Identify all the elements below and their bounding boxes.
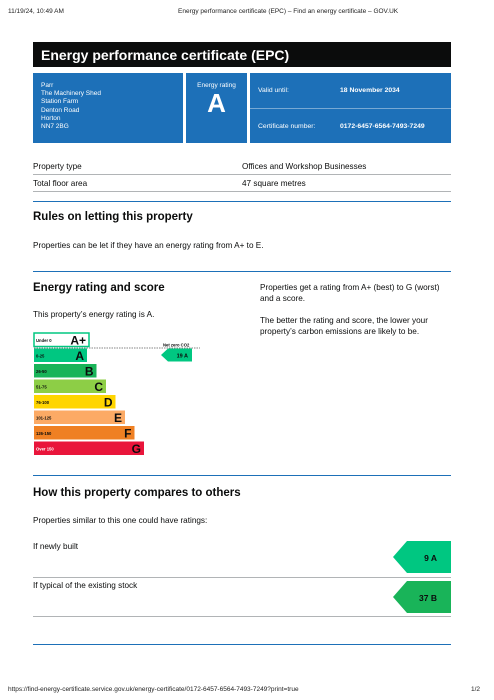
rating-band-range: 0-25 xyxy=(36,353,45,359)
section-divider xyxy=(33,644,451,645)
newly-built-rating-arrow xyxy=(393,541,451,573)
rating-band-letter: B xyxy=(84,364,94,379)
rating-band-letter: D xyxy=(103,395,113,410)
energy-rating-box xyxy=(186,73,247,143)
section-divider xyxy=(33,201,451,202)
rating-band-letter: A xyxy=(75,348,84,363)
energy-heading: Energy rating and score xyxy=(33,282,165,294)
address-line: The Machinery Shed xyxy=(41,90,101,98)
address-line: Station Farm xyxy=(41,98,79,106)
rating-band-range: Over 150 xyxy=(36,446,54,452)
print-header xyxy=(8,8,486,15)
section-divider xyxy=(33,271,451,272)
row-divider xyxy=(33,577,451,578)
typical-stock-rating: 37 B xyxy=(419,593,437,603)
address-line: Parr xyxy=(41,82,54,89)
certificate-number-label: Certificate number: xyxy=(258,122,316,130)
typical-stock-rating-arrow xyxy=(393,581,451,613)
address-line: Horton xyxy=(41,114,61,122)
rating-band-range: 26-50 xyxy=(36,368,47,374)
rating-band-letter: F xyxy=(124,426,132,441)
rating-explanation-1: Properties get a rating from A+ (best) to G (worst) and a score. xyxy=(260,283,440,303)
section-divider xyxy=(33,475,451,476)
rating-band-range: Under 0 xyxy=(36,337,52,343)
typical-stock-label: If typical of the existing stock xyxy=(33,581,138,590)
address-line: NN7 2BG xyxy=(41,123,69,131)
property-type-label: Property type xyxy=(33,161,82,171)
property-details-table xyxy=(33,158,451,192)
newly-built-rating: 9 A xyxy=(424,553,437,563)
this-rating-text: This property’s energy rating is A. xyxy=(33,310,155,319)
current-rating-label: 19 A xyxy=(176,353,188,360)
compare-heading: How this property compares to others xyxy=(33,487,241,499)
newly-built-label: If newly built xyxy=(33,542,79,551)
print-datetime: 11/19/24, 10:49 AM xyxy=(8,8,64,15)
floor-area-label: Total floor area xyxy=(33,178,88,188)
row-divider xyxy=(33,616,451,617)
energy-rating-label: Energy rating xyxy=(197,82,236,89)
valid-until-value: 18 November 2034 xyxy=(340,87,400,94)
table-row xyxy=(33,175,451,192)
print-footer xyxy=(8,686,480,693)
compare-intro: Properties similar to this one could have ratings: xyxy=(33,516,208,525)
energy-rating-value: A xyxy=(207,88,226,118)
rating-explanation-2: The better the rating and score, the lower your property’s carbon emissions are likely to be. xyxy=(260,316,428,336)
rating-band-range: 76-100 xyxy=(36,399,50,405)
rating-band-range: 126-150 xyxy=(36,430,52,436)
address-line: Denton Road xyxy=(41,106,80,114)
certificate-number-value: 0172-6457-6564-7493-7249 xyxy=(340,122,425,130)
table-row xyxy=(33,158,451,175)
rating-band-range: 101-125 xyxy=(36,415,52,421)
certificate-summary xyxy=(33,73,451,143)
rating-band-range: 51-75 xyxy=(36,384,47,390)
floor-area-value: 47 square metres xyxy=(242,178,306,188)
page-number: 1/2 xyxy=(470,686,480,693)
validity-block xyxy=(250,73,451,143)
rating-band-letter: E xyxy=(113,410,122,425)
rating-band-letter: G xyxy=(131,441,141,456)
valid-until-label: Valid until: xyxy=(258,87,289,94)
newly-built-arrow-shape xyxy=(393,541,451,573)
rules-text: Properties can be let if they have an energy rating from A+ to E. xyxy=(33,241,264,250)
property-type-value: Offices and Workshop Businesses xyxy=(242,161,367,171)
net-zero-label: Net zero CO2 xyxy=(163,342,190,348)
rules-heading: Rules on letting this property xyxy=(33,211,193,223)
page-title: Energy performance certificate (EPC) xyxy=(33,42,451,67)
epc-rating-chart xyxy=(33,332,203,468)
rating-band-letter: C xyxy=(94,379,103,394)
print-title: Energy performance certificate (EPC) – Find an energy certificate – GOV.UK xyxy=(178,8,399,15)
address-block xyxy=(33,73,183,143)
print-url: https://find-energy-certificate.service.gov.uk/energy-certificate/0172-6457-6564-7493-7249?print=true xyxy=(8,686,299,693)
rating-band-letter: A+ xyxy=(70,333,86,348)
